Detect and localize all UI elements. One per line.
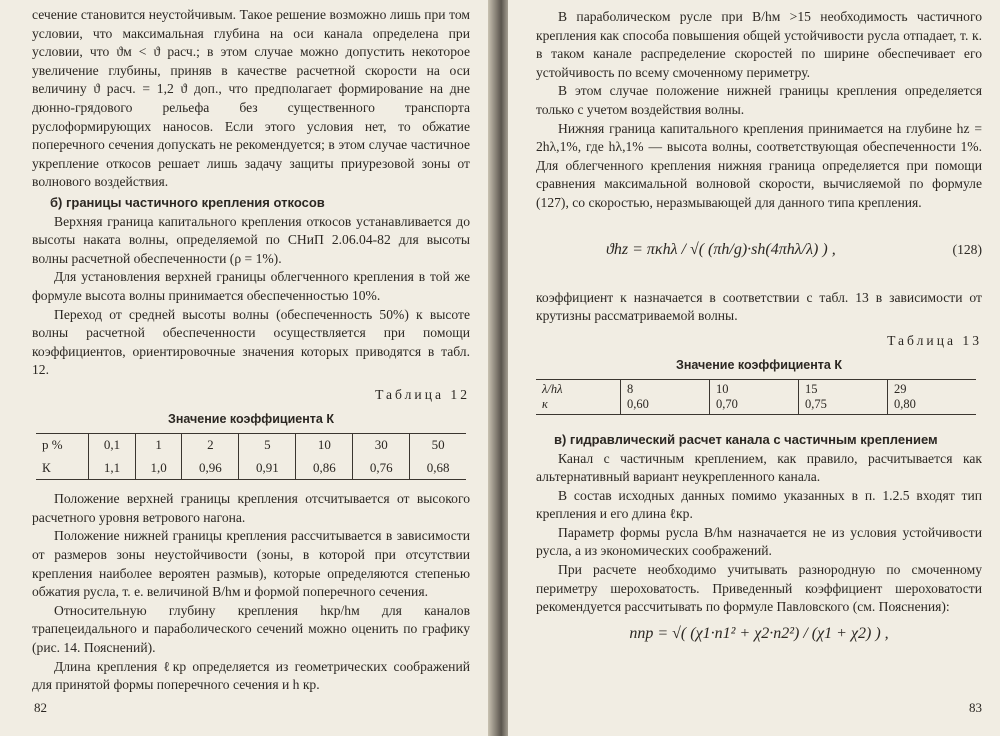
table-cell: 0,80 bbox=[894, 396, 916, 411]
right-paragraph-4: коэффициент к назначается в соответствии с табл. 13 в зависимости от крутизны рассматриваемой волны. bbox=[536, 289, 982, 324]
page-number-right: 83 bbox=[969, 700, 982, 716]
table13-col bbox=[798, 380, 887, 414]
table13-title: Значение коэффициента К bbox=[676, 358, 842, 373]
table-cell: 0,76 bbox=[353, 457, 410, 480]
heading-v: в) гидравлический расчет канала с частичным креплением bbox=[554, 431, 938, 447]
table-cell: 15 bbox=[805, 381, 818, 396]
table-cell: 5 bbox=[239, 434, 296, 457]
left-paragraph-6: Положение нижней границы крепления рассчитывается в зависимости от размеров зоны неустойчивости (зоны, в которой при отсутствии крепления наиболее вероятен размыв), которые определяются степенью обжатия русла, т. е. величиной B/hм и формой поперечного сечения. bbox=[32, 528, 470, 600]
table13-col bbox=[620, 380, 709, 414]
table12-caption: Таблица 12 bbox=[375, 386, 470, 402]
table-cell: 29 bbox=[894, 381, 907, 396]
table-cell: 1 bbox=[135, 434, 182, 457]
right-paragraph-8: При расчете необходимо учитывать разнородную по смоченному периметру шероховатость. Приведенный коэффициент шероховатости рекомендуется рассчитывать по формуле Павловского (см. Пояснения): bbox=[536, 562, 982, 615]
formula-128-number: (128) bbox=[952, 242, 982, 258]
formula-pavlovsky bbox=[536, 625, 982, 644]
table-cell: 50 bbox=[410, 434, 466, 457]
right-paragraph-5: Канал с частичным креплением, как правило, расчитывается как альтернативный вариант неукрепленного канала. bbox=[536, 450, 982, 485]
table-cell: 1,1 bbox=[89, 457, 136, 480]
table-cell: 0,96 bbox=[182, 457, 239, 480]
formula-128-expression: ϑhz = πκhλ / √( (πh/g)·sh(4πhλ/λ) ) , bbox=[606, 241, 836, 259]
table13-header-col bbox=[536, 380, 620, 414]
right-paragraph-7: Параметр формы русла B/hм назначается не из условия устойчивости русла, а из экономических соображений. bbox=[536, 524, 982, 559]
table-cell: 1,0 bbox=[135, 457, 182, 480]
table-cell: 10 bbox=[296, 434, 353, 457]
right-paragraph-1: В параболическом русле при B/hм >15 необходимость частичного крепления как способа повышения общей устойчивости русла отпадает, т. к. в таком канале распределение скоростей по ширине обеспечивает его устойчивость по всему смоченному периметру. bbox=[536, 9, 982, 80]
table-cell: λ/hλ bbox=[542, 381, 563, 396]
formula-128 bbox=[536, 223, 982, 279]
table-cell: 0,60 bbox=[627, 396, 649, 411]
right-paragraph-3: Нижняя граница капитального крепления принимается на глубине hz = 2hλ,1%, где hλ,1% — высота волны, соответствующая обеспеченности 1%. Для облегченного крепления нижняя граница определяется при помощи сравнения максимальной волновой скорости, вычисляемой по формуле (127), со скоростью, неразмывающей для данного типа крепления. bbox=[536, 120, 982, 210]
table12 bbox=[36, 433, 466, 480]
right-paragraph-6: В состав исходных данных помимо указанных в п. 1.2.5 входят тип крепления и его длина ℓкр. bbox=[536, 487, 982, 522]
table-cell: 0,1 bbox=[89, 434, 136, 457]
left-paragraph-1: сечение становится неустойчивым. Такое решение возможно лишь при том условии, что максимальная глубина на оси канала определена при условии, что ϑм < ϑ расч.; в этом случае можно допустить некоторое увеличение глубины, приняв в качестве расчетной скорости на оси величину ϑ расч. = 1,2 ϑ доп., что предполагает формирование на дне дюнно-грядового рельефа без существенного транспорта руслоформирующих наносов. Если этого условия нет, то обжатие поперечного сечения допускать не рекомендуется; в этом случае частичное укрепление откосов решает лишь задачу защиты приурезовой зоны от волнового воздействия. bbox=[32, 7, 470, 190]
table-cell: 0,68 bbox=[410, 457, 466, 480]
table-cell: 2 bbox=[182, 434, 239, 457]
table-row bbox=[36, 457, 466, 480]
right-paragraph-2: В этом случае положение нижней границы крепления определяется только с учетом воздействия волны. bbox=[536, 83, 982, 117]
table13 bbox=[536, 379, 976, 415]
left-paragraph-5: Положение верхней границы крепления отсчитывается от высокого расчетного уровня ветрового нагона. bbox=[32, 491, 470, 525]
heading-b: б) границы частичного крепления откосов bbox=[50, 194, 325, 210]
table-row bbox=[36, 434, 466, 457]
table13-col bbox=[709, 380, 798, 414]
table-cell: к bbox=[542, 396, 548, 411]
right-page bbox=[508, 0, 1000, 736]
table13-col bbox=[887, 380, 976, 414]
table-cell: 0,75 bbox=[805, 396, 827, 411]
left-paragraph-3: Для установления верхней границы облегченного крепления в той же формуле высота волны принимается обеспеченностью 10%. bbox=[32, 269, 470, 303]
left-paragraph-7: Относительную глубину крепления hкр/hм для каналов трапецеидального и параболического сечений можно оценить по графику (рис. 14. Пояснений). bbox=[32, 602, 470, 655]
left-paragraph-4: Переход от средней высоты волны (обеспеченность 50%) к высоте волны расчетной обеспеченности осуществляется при помощи коэффициентов, ориентировочные значения которых приводятся в табл. 12. bbox=[32, 306, 470, 378]
left-paragraph-8: Длина крепления ℓкр определяется из геометрических соображений для принятой формы поперечного сечения и h кр. bbox=[32, 658, 470, 693]
table-cell: 0,86 bbox=[296, 457, 353, 480]
formula-pavlovsky-expression: nпр = √( (χ1·n1² + χ2·n2²) / (χ1 + χ2) ) , bbox=[629, 624, 889, 642]
left-page bbox=[0, 0, 492, 736]
table-cell: 30 bbox=[353, 434, 410, 457]
table12-title: Значение коэффициента К bbox=[168, 412, 334, 427]
table-cell: К bbox=[42, 459, 51, 475]
table13-caption: Таблица 13 bbox=[887, 332, 982, 348]
table-cell: 0,91 bbox=[239, 457, 296, 480]
table-cell: р % bbox=[42, 437, 63, 453]
left-paragraph-2: Верхняя граница капитального крепления откосов устанавливается до высоты наката волны, определяемой по СНиП 2.06.04-82 для высоты волны расчетной обеспеченности (ρ = 1%). bbox=[32, 213, 470, 266]
page-number-left: 82 bbox=[34, 700, 47, 716]
table-cell: 0,70 bbox=[716, 396, 738, 411]
table-cell: 10 bbox=[716, 381, 729, 396]
table-cell: 8 bbox=[627, 381, 634, 396]
